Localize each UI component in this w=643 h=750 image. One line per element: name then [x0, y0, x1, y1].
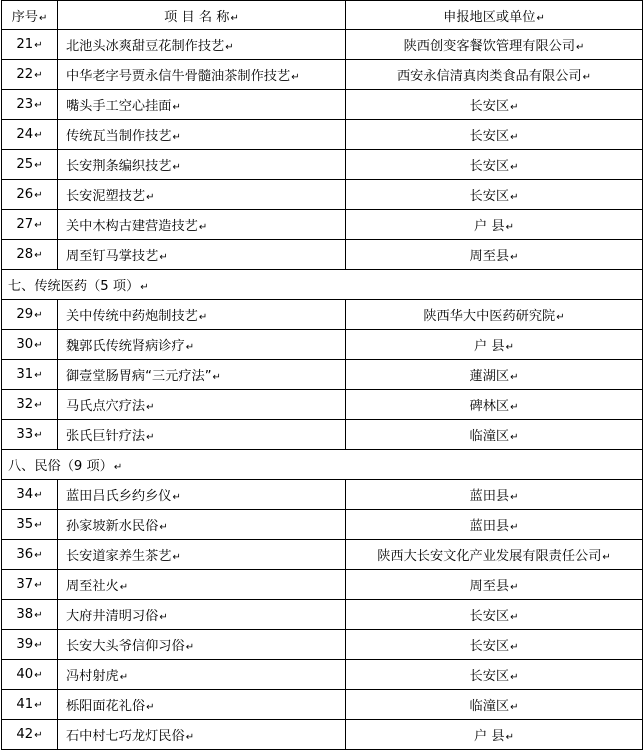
- applicant-unit: 陕西创变客餐饮管理有限公司: [403, 39, 576, 54]
- paragraph-mark-icon: ↵: [34, 160, 43, 171]
- applicant-unit: 蓝田县: [469, 519, 510, 534]
- table-row: [2, 30, 643, 60]
- applicant-unit: 长安区: [469, 129, 510, 144]
- project-name: 蓝田吕氏乡约乡仪: [66, 489, 172, 504]
- paragraph-mark-icon: ↵: [198, 312, 208, 323]
- unit-cell: [346, 90, 643, 120]
- name-cell: [58, 330, 346, 360]
- paragraph-mark-icon: ↵: [34, 310, 43, 321]
- header-name: 项 目 名 称: [164, 9, 230, 25]
- row-number: 35: [16, 517, 34, 532]
- name-cell: [58, 420, 346, 450]
- project-name: 北池头冰爽甜豆花制作技艺: [66, 39, 225, 54]
- project-name: 大府井清明习俗: [66, 609, 159, 624]
- name-cell: [58, 540, 346, 570]
- unit-cell: [346, 510, 643, 540]
- paragraph-mark-icon: ↵: [34, 430, 43, 441]
- row-number: 33: [16, 427, 34, 442]
- paragraph-mark-icon: ↵: [510, 612, 519, 623]
- unit-cell: [346, 630, 643, 660]
- applicant-unit: 户 县: [474, 729, 505, 744]
- project-name: 长安荆条编织技艺: [66, 159, 172, 174]
- section-heading-cell: [2, 270, 643, 300]
- paragraph-mark-icon: ↵: [510, 672, 519, 683]
- header-unit-cell: [346, 1, 643, 30]
- num-cell: [2, 720, 58, 750]
- num-cell: [2, 630, 58, 660]
- applicant-unit: 临潼区: [469, 429, 510, 444]
- project-name: 周至钉马掌技艺: [66, 249, 159, 264]
- table-row: [2, 210, 643, 240]
- project-name: 石中村七巧龙灯民俗: [66, 729, 185, 744]
- num-cell: [2, 480, 58, 510]
- unit-cell: [346, 60, 643, 90]
- paragraph-mark-icon: ↵: [34, 400, 43, 411]
- paragraph-mark-icon: ↵: [34, 100, 43, 111]
- table-row: [2, 510, 643, 540]
- name-cell: [58, 630, 346, 660]
- header-num: 序号: [11, 9, 38, 25]
- row-number: 40: [16, 667, 34, 682]
- name-cell: [58, 690, 346, 720]
- applicant-unit: 长安区: [469, 609, 510, 624]
- paragraph-mark-icon: ↵: [185, 642, 195, 653]
- applicant-unit: 长安区: [469, 99, 510, 114]
- heritage-list-table: [1, 0, 643, 750]
- paragraph-mark-icon: ↵: [34, 40, 43, 51]
- paragraph-mark-icon: ↵: [198, 222, 208, 233]
- paragraph-mark-icon: ↵: [510, 402, 519, 413]
- project-name: 栎阳面花礼俗: [66, 699, 146, 714]
- paragraph-mark-icon: ↵: [159, 522, 168, 533]
- paragraph-mark-icon: ↵: [510, 522, 519, 533]
- applicant-unit: 户 县: [474, 219, 505, 234]
- num-cell: [2, 240, 58, 270]
- paragraph-mark-icon: ↵: [159, 612, 168, 623]
- unit-cell: [346, 330, 643, 360]
- unit-cell: [346, 540, 643, 570]
- paragraph-mark-icon: ↵: [185, 342, 195, 353]
- row-number: 23: [16, 97, 34, 112]
- header-num-cell: [2, 1, 58, 30]
- applicant-unit: 长安区: [469, 159, 510, 174]
- paragraph-mark-icon: ↵: [172, 132, 181, 143]
- unit-cell: [346, 480, 643, 510]
- unit-cell: [346, 150, 643, 180]
- project-name: 中华老字号贾永信牛骨髓油茶制作技艺: [66, 69, 291, 84]
- table-row: [2, 180, 643, 210]
- table-row: [2, 540, 643, 570]
- paragraph-mark-icon: ↵: [34, 70, 43, 81]
- row-number: 31: [16, 367, 34, 382]
- paragraph-mark-icon: ↵: [146, 432, 155, 443]
- paragraph-mark-icon: ↵: [582, 72, 591, 83]
- applicant-unit: 长安区: [469, 669, 510, 684]
- name-cell: [58, 210, 346, 240]
- unit-cell: [346, 720, 643, 750]
- section-heading: 七、传统医药（5 项）: [8, 279, 140, 294]
- paragraph-mark-icon: ↵: [510, 192, 519, 203]
- paragraph-mark-icon: ↵: [146, 702, 155, 713]
- table-row: [2, 60, 643, 90]
- section-row: [2, 450, 643, 480]
- table-row: [2, 570, 643, 600]
- row-number: 32: [16, 397, 34, 412]
- unit-cell: [346, 690, 643, 720]
- name-cell: [58, 390, 346, 420]
- name-cell: [58, 660, 346, 690]
- table-row: [2, 300, 643, 330]
- paragraph-mark-icon: ↵: [34, 610, 43, 621]
- paragraph-mark-icon: ↵: [34, 130, 43, 141]
- name-cell: [58, 150, 346, 180]
- project-name: 关中传统中药炮制技艺: [66, 309, 198, 324]
- section-row: [2, 270, 643, 300]
- paragraph-mark-icon: ↵: [34, 700, 43, 711]
- row-number: 24: [16, 127, 34, 142]
- num-cell: [2, 390, 58, 420]
- row-number: 22: [16, 67, 34, 82]
- num-cell: [2, 30, 58, 60]
- num-cell: [2, 120, 58, 150]
- paragraph-mark-icon: ↵: [510, 132, 519, 143]
- applicant-unit: 蓝田县: [469, 489, 510, 504]
- row-number: 42: [16, 727, 34, 742]
- num-cell: [2, 690, 58, 720]
- paragraph-mark-icon: ↵: [510, 102, 519, 113]
- paragraph-mark-icon: ↵: [225, 42, 234, 53]
- paragraph-mark-icon: ↵: [510, 492, 519, 503]
- project-name: 孙家坡新水民俗: [66, 519, 159, 534]
- num-cell: [2, 570, 58, 600]
- row-number: 28: [16, 247, 34, 262]
- num-cell: [2, 60, 58, 90]
- applicant-unit: 陕西华大中医药研究院: [423, 309, 556, 324]
- num-cell: [2, 210, 58, 240]
- paragraph-mark-icon: ↵: [172, 492, 181, 503]
- table-row: [2, 600, 643, 630]
- table-row: [2, 150, 643, 180]
- row-number: 26: [16, 187, 34, 202]
- name-cell: [58, 600, 346, 630]
- project-name: 冯村射虎: [66, 669, 119, 684]
- applicant-unit: 户 县: [474, 339, 505, 354]
- paragraph-mark-icon: ↵: [34, 730, 43, 741]
- applicant-unit: 周至县: [469, 579, 510, 594]
- row-number: 38: [16, 607, 34, 622]
- section-heading-cell: [2, 450, 643, 480]
- row-number: 37: [16, 577, 34, 592]
- paragraph-mark-icon: ↵: [602, 552, 611, 563]
- paragraph-mark-icon: ↵: [556, 312, 565, 323]
- paragraph-mark-icon: ↵: [146, 402, 155, 413]
- paragraph-mark-icon: ↵: [146, 192, 155, 203]
- unit-cell: [346, 120, 643, 150]
- project-name: 长安大头爷信仰习俗: [66, 639, 185, 654]
- name-cell: [58, 30, 346, 60]
- table-row: [2, 330, 643, 360]
- paragraph-mark-icon: ↵: [505, 222, 514, 233]
- paragraph-mark-icon: ↵: [34, 490, 43, 501]
- num-cell: [2, 330, 58, 360]
- table-row: [2, 390, 643, 420]
- unit-cell: [346, 360, 643, 390]
- unit-cell: [346, 660, 643, 690]
- header-name-cell: [58, 1, 346, 30]
- paragraph-mark-icon: ↵: [510, 162, 519, 173]
- num-cell: [2, 540, 58, 570]
- paragraph-mark-icon: ↵: [119, 582, 129, 593]
- paragraph-mark-icon: ↵: [113, 462, 123, 473]
- unit-cell: [346, 420, 643, 450]
- name-cell: [58, 570, 346, 600]
- project-name: 嘴头手工空心挂面: [66, 99, 172, 114]
- unit-cell: [346, 390, 643, 420]
- table-row: [2, 690, 643, 720]
- num-cell: [2, 180, 58, 210]
- row-number: 29: [16, 307, 34, 322]
- paragraph-mark-icon: ↵: [172, 162, 181, 173]
- paragraph-mark-icon: ↵: [34, 250, 43, 261]
- paragraph-mark-icon: ↵: [34, 580, 43, 591]
- name-cell: [58, 480, 346, 510]
- unit-cell: [346, 600, 643, 630]
- paragraph-mark-icon: ↵: [140, 282, 149, 293]
- paragraph-mark-icon: ↵: [510, 582, 519, 593]
- num-cell: [2, 360, 58, 390]
- unit-cell: [346, 210, 643, 240]
- paragraph-mark-icon: ↵: [505, 342, 514, 353]
- project-name: 长安道家养生茶艺: [66, 549, 172, 564]
- project-name: 御壹堂肠胃病“三元疗法”: [66, 369, 212, 384]
- num-cell: [2, 510, 58, 540]
- name-cell: [58, 510, 346, 540]
- paragraph-mark-icon: ↵: [291, 72, 300, 83]
- row-number: 36: [16, 547, 34, 562]
- row-number: 34: [16, 487, 34, 502]
- unit-cell: [346, 180, 643, 210]
- unit-cell: [346, 300, 643, 330]
- project-name: 传统瓦当制作技艺: [66, 129, 172, 144]
- table-row: [2, 480, 643, 510]
- paragraph-mark-icon: ↵: [172, 552, 181, 563]
- section-heading: 八、民俗（9 项）: [8, 459, 113, 474]
- paragraph-mark-icon: ↵: [34, 340, 43, 351]
- row-number: 41: [16, 697, 34, 712]
- name-cell: [58, 720, 346, 750]
- paragraph-mark-icon: ↵: [34, 190, 43, 201]
- paragraph-mark-icon: ↵: [212, 372, 221, 383]
- table-row: [2, 360, 643, 390]
- paragraph-mark-icon: ↵: [510, 702, 519, 713]
- applicant-unit: 蓮湖区: [469, 369, 510, 384]
- row-number: 25: [16, 157, 34, 172]
- name-cell: [58, 360, 346, 390]
- num-cell: [2, 90, 58, 120]
- row-number: 30: [16, 337, 34, 352]
- paragraph-mark-icon: ↵: [510, 432, 519, 443]
- applicant-unit: 陕西大长安文化产业发展有限责任公司: [377, 549, 602, 564]
- paragraph-mark-icon: ↵: [536, 12, 545, 24]
- table-row: [2, 120, 643, 150]
- project-name: 张氏巨针疗法: [66, 429, 146, 444]
- project-name: 长安泥塑技艺: [66, 189, 146, 204]
- table-header-row: [2, 1, 643, 30]
- table-row: [2, 660, 643, 690]
- table-row: [2, 240, 643, 270]
- paragraph-mark-icon: ↵: [34, 640, 43, 651]
- applicant-unit: 周至县: [469, 249, 510, 264]
- paragraph-mark-icon: ↵: [505, 732, 514, 743]
- paragraph-mark-icon: ↵: [119, 672, 129, 683]
- paragraph-mark-icon: ↵: [159, 252, 168, 263]
- name-cell: [58, 240, 346, 270]
- paragraph-mark-icon: ↵: [38, 12, 48, 24]
- num-cell: [2, 660, 58, 690]
- unit-cell: [346, 570, 643, 600]
- row-number: 21: [16, 37, 34, 52]
- row-number: 27: [16, 217, 34, 232]
- name-cell: [58, 90, 346, 120]
- project-name: 魏郭氏传统肾病诊疗: [66, 339, 185, 354]
- paragraph-mark-icon: ↵: [34, 220, 43, 231]
- paragraph-mark-icon: ↵: [34, 520, 43, 531]
- num-cell: [2, 600, 58, 630]
- unit-cell: [346, 30, 643, 60]
- name-cell: [58, 120, 346, 150]
- table-row: [2, 420, 643, 450]
- applicant-unit: 碑林区: [469, 399, 510, 414]
- paragraph-mark-icon: ↵: [185, 732, 195, 743]
- name-cell: [58, 180, 346, 210]
- applicant-unit: 长安区: [469, 639, 510, 654]
- paragraph-mark-icon: ↵: [34, 670, 43, 681]
- paragraph-mark-icon: ↵: [510, 252, 519, 263]
- paragraph-mark-icon: ↵: [576, 42, 585, 53]
- unit-cell: [346, 240, 643, 270]
- paragraph-mark-icon: ↵: [230, 12, 239, 24]
- applicant-unit: 临潼区: [469, 699, 510, 714]
- name-cell: [58, 300, 346, 330]
- paragraph-mark-icon: ↵: [34, 550, 43, 561]
- num-cell: [2, 150, 58, 180]
- paragraph-mark-icon: ↵: [34, 370, 43, 381]
- table-row: [2, 630, 643, 660]
- header-unit: 申报地区或单位: [443, 9, 536, 25]
- project-name: 马氏点穴疗法: [66, 399, 146, 414]
- applicant-unit: 长安区: [469, 189, 510, 204]
- applicant-unit: 西安永信清真肉类食品有限公司: [396, 69, 582, 84]
- project-name: 周至社火: [66, 579, 119, 594]
- num-cell: [2, 300, 58, 330]
- paragraph-mark-icon: ↵: [510, 372, 519, 383]
- num-cell: [2, 420, 58, 450]
- paragraph-mark-icon: ↵: [172, 102, 181, 113]
- row-number: 39: [16, 637, 34, 652]
- name-cell: [58, 60, 346, 90]
- project-name: 关中木构古建营造技艺: [66, 219, 198, 234]
- paragraph-mark-icon: ↵: [510, 642, 519, 653]
- table-row: [2, 90, 643, 120]
- table-row: [2, 720, 643, 750]
